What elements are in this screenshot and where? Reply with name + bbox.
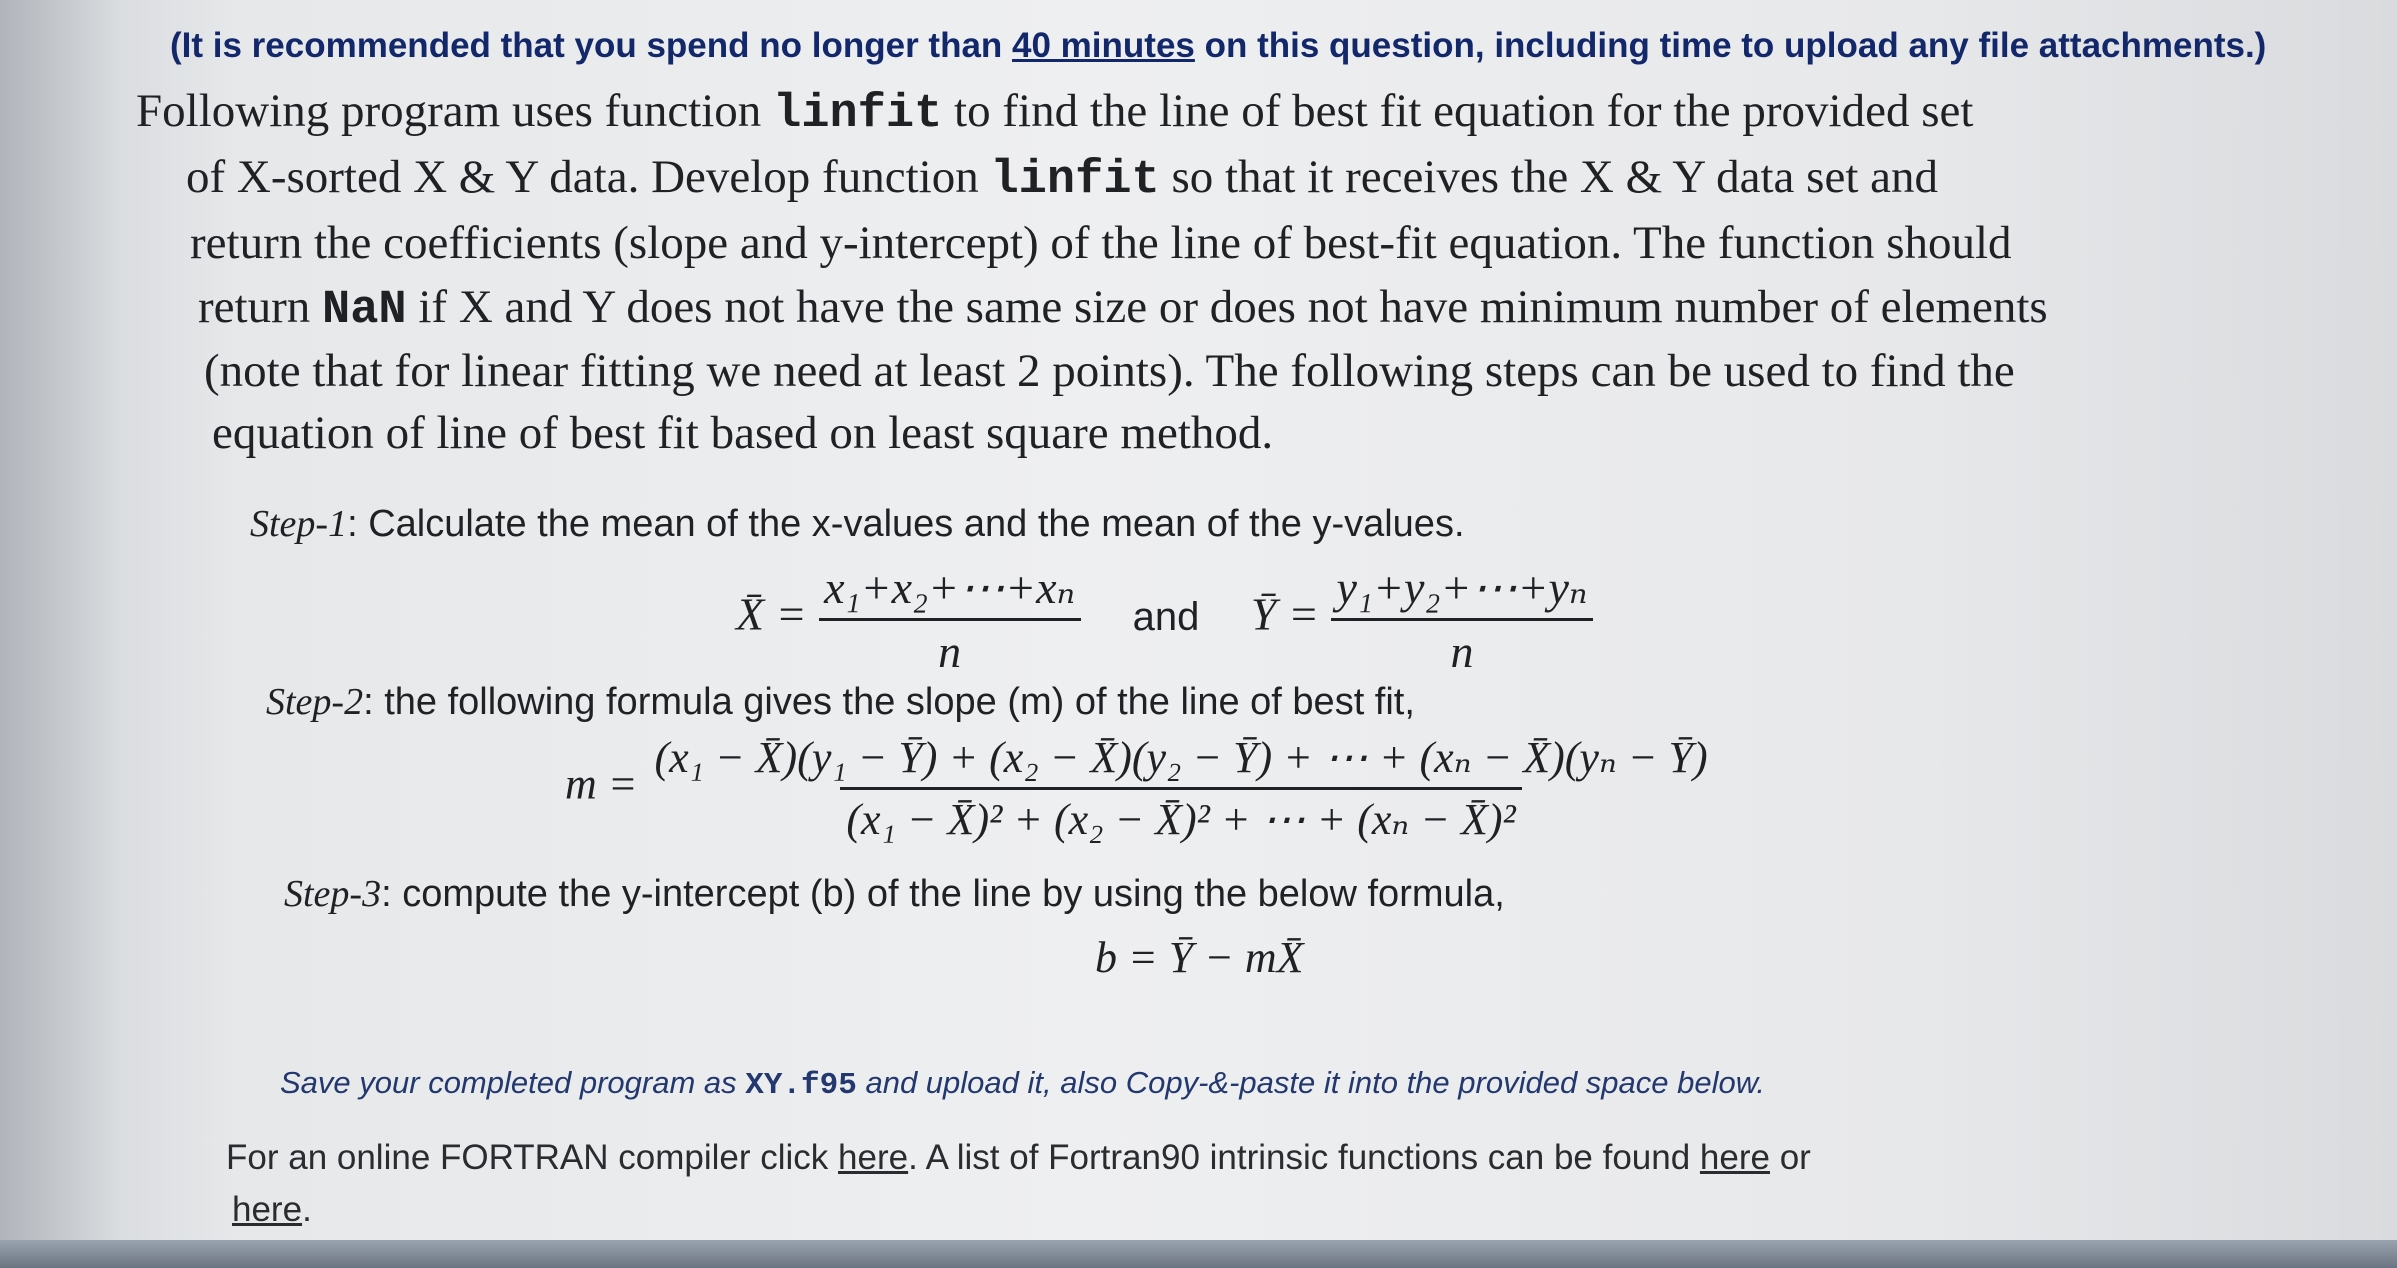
step-2-text: Step-2: the following formula gives the slope (m) of the line of best fit, xyxy=(266,681,1415,723)
mean-formulas xyxy=(736,560,1594,678)
nan-keyword: NaN xyxy=(321,284,407,337)
x-mean-fraction: $\frac{\text{x₁+x₂+⋯+xₙ}}{n}$ xyxy=(818,560,1081,678)
function-name: linfit xyxy=(990,154,1160,207)
paragraph-line-4: return NaN if X and Y does not have the same size or does not have minimum number of elements xyxy=(198,281,2048,337)
x-mean-symbol: X̄ = xyxy=(736,588,807,640)
intrinsic-functions-link-2[interactable]: here xyxy=(232,1190,303,1229)
slope-numerator: (x₁ − X̄)(y₁ − Ȳ) + (x₂ − X̄)(y₂ − Ȳ) + ⋯ + (xₙ − X̄)(yₙ − Ȳ) xyxy=(654,733,1708,782)
save-instructions: Save your completed program as XY.f95 and upload it, also Copy-&-paste it into the provided space below. xyxy=(280,1065,1766,1103)
paragraph-line-6: equation of line of best fit based on least square method. xyxy=(212,407,1274,459)
y-mean-fraction: $\frac{\text{y₁+y₂+⋯+yₙ}}{n}$ xyxy=(1331,560,1594,678)
intercept-formula: b = Ȳ − mX̄ xyxy=(1095,933,1304,982)
y-mean-symbol: Ȳ = xyxy=(1250,588,1320,640)
compiler-links-line: For an online FORTRAN compiler click here. A list of Fortran90 intrinsic functions can be found here or xyxy=(226,1138,1811,1177)
file-name: XY.f95 xyxy=(745,1068,857,1103)
paragraph-line-3: return the coefficients (slope and y-intercept) of the line of best-fit equation. The function should xyxy=(190,217,2012,269)
step-1-text: Step-1: Calculate the mean of the x-values and the mean of the y-values. xyxy=(250,503,1465,545)
paragraph-line-5: (note that for linear fitting we need at least 2 points). The following steps can be used to find the xyxy=(204,345,2015,397)
slope-denominator: (x₁ − X̄)² + (x₂ − X̄)² + ⋯ + (xₙ − X̄)² xyxy=(840,787,1521,845)
online-compiler-link[interactable]: here xyxy=(838,1138,909,1177)
slope-fraction xyxy=(648,732,1713,845)
compiler-links-line-2: here. xyxy=(232,1190,312,1229)
screen-edge-shadow xyxy=(0,0,120,1268)
function-name: linfit xyxy=(773,88,943,141)
time-limit: 40 minutes xyxy=(1012,26,1195,65)
slope-symbol: m = xyxy=(565,759,638,809)
paragraph-line-2: of X-sorted X & Y data. Develop function linfit so that it receives the X & Y data set and xyxy=(186,151,1938,207)
step-3-text: Step-3: compute the y-intercept (b) of the line by using the below formula, xyxy=(284,873,1505,915)
paragraph-line-1: Following program uses function linfit to find the line of best fit equation for the provided set xyxy=(136,85,1974,141)
slope-formula xyxy=(565,732,1714,845)
time-recommendation-notice: (It is recommended that you spend no longer than 40 minutes on this question, including time to upload any file attachments.) xyxy=(170,26,2267,65)
and-label: and xyxy=(1132,594,1200,639)
intrinsic-functions-link-1[interactable]: here xyxy=(1699,1138,1770,1177)
screen-bottom-bezel xyxy=(0,1240,2397,1268)
